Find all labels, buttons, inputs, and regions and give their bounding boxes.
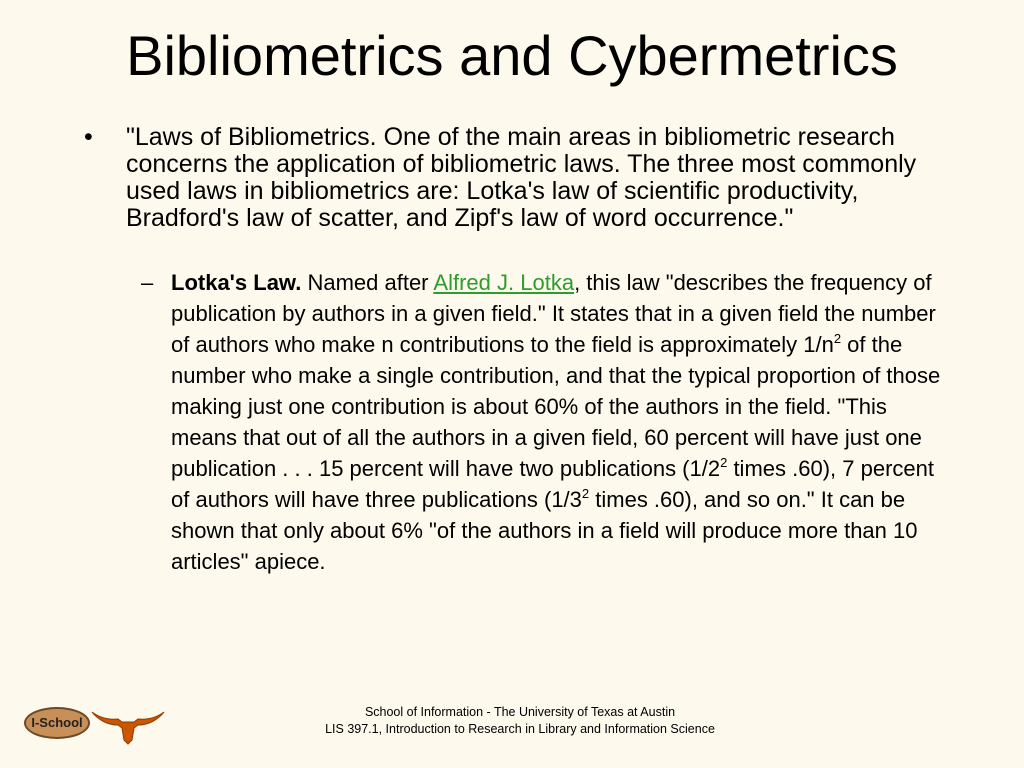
bullet-item (84, 123, 946, 232)
sub-bullet-item (141, 267, 951, 577)
slide-title: Bibliometrics and Cybermetrics (126, 24, 898, 87)
bullet-text: "Laws of Bibliometrics. One of the main areas in bibliometric research concerns the application of bibliometric laws. The three most commonly used laws in bibliometrics are: Lotka's law of scientific productivity, Bradford's law of scatter, and Zipf's law of word occurrence." (126, 123, 917, 232)
sub-bullet-text-3: of the number who make a single contribution, and that the typical proportion of those making just one contribution is about 60% of the authors in the field. "This means that out of all the authors in a given field, 60 percent will have just one publication . . . 15 percent will have two publications (1/2 (171, 332, 941, 481)
superscript-2: 2 (720, 455, 728, 470)
sub-bullet-text-5: times .60), and so on." It can be shown that only about 6% "of the authors in a field will produce more than 10 articles" apiece. (171, 487, 918, 574)
superscript-1: 2 (833, 331, 842, 346)
sub-bullet-heading: Lotka's Law. (171, 270, 302, 295)
sub-bullet-text-2: , this law "describes the frequency of publication by authors in a given field." It states that in a given field the number of authors who make n contributions to the field is approximately 1/n (171, 270, 936, 357)
longhorn-icon (90, 706, 166, 746)
sub-bullet-text-4: times .60), 7 percent of authors will have three publications (1/3 (171, 456, 934, 512)
bullet-mark: • (84, 123, 93, 151)
footer (290, 704, 750, 738)
footer-line-1: School of Information - The University of Texas at Austin (364, 705, 676, 719)
footer-line-2: LIS 397.1, Introduction to Research in Library and Information Science (325, 722, 715, 736)
sub-bullet-text-1: Named after (301, 270, 434, 295)
sub-bullet-mark: – (141, 270, 154, 295)
lotka-link[interactable]: Alfred J. Lotka (433, 270, 575, 295)
superscript-3: 2 (581, 486, 590, 501)
ischool-logo: I-School (24, 707, 90, 739)
